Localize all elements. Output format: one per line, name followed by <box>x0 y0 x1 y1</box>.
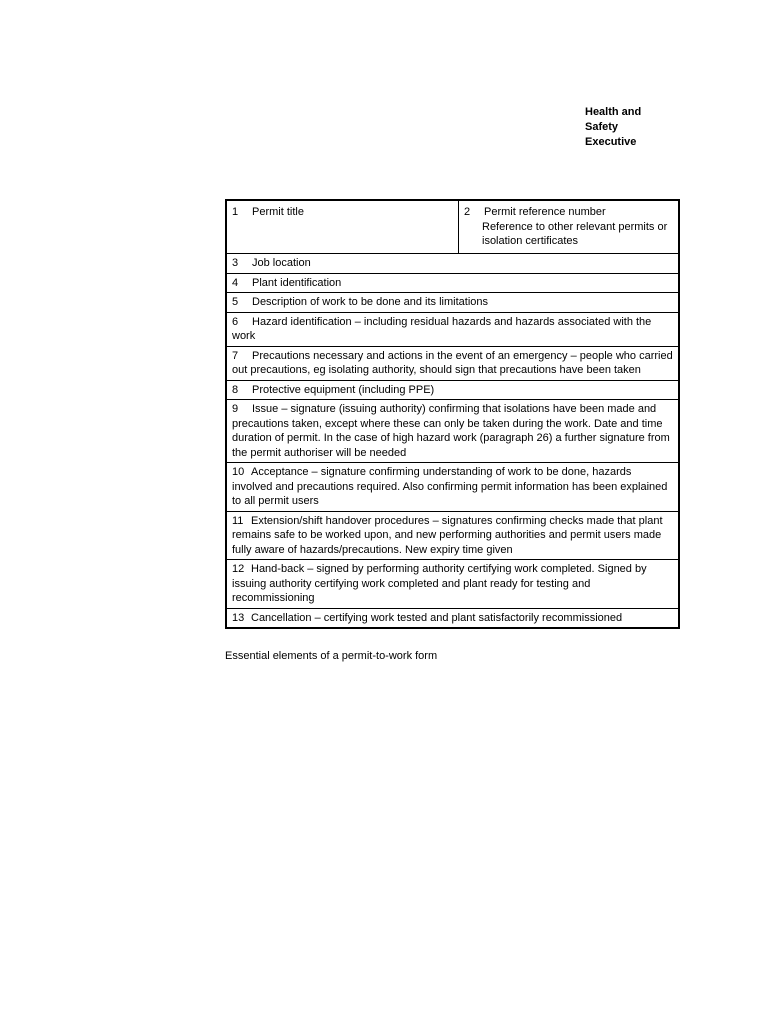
row-text: Acceptance – signature confirming understanding of work to be done, hazards involved and precautions required. Also confirming permit information has been explained to all permit users <box>232 466 668 507</box>
row-subtext: Reference to other relevant permits or <box>482 220 668 233</box>
row-text: Description of work to be done and its limitations <box>252 296 489 308</box>
table-row <box>226 312 679 346</box>
table-cell-permit-title <box>226 200 459 254</box>
row-text: Job location <box>252 257 311 269</box>
row-number: 7 <box>232 349 239 362</box>
table-cell <box>226 380 679 400</box>
table-row <box>226 511 679 560</box>
table-cell <box>226 608 679 628</box>
table-row <box>226 346 679 380</box>
logo-line-3: Executive <box>585 136 637 148</box>
row-number: 1 <box>232 206 239 218</box>
row-number: 8 <box>232 383 239 396</box>
table-cell <box>226 400 679 463</box>
table-cell <box>226 273 679 293</box>
table-cell <box>226 560 679 609</box>
table-row <box>226 400 679 463</box>
logo-line-2: Safety <box>585 121 619 133</box>
row-number: 9 <box>232 403 239 415</box>
row-number: 3 <box>232 257 239 269</box>
row-number: 12 <box>232 563 245 575</box>
row-number: 4 <box>232 276 239 289</box>
row-text: Permit title <box>252 206 304 218</box>
row-text: Hand-back – signed by performing authority certifying work completed. Signed by issuing authority certifying work completed and plant ready for testing and recommissioning <box>232 563 647 604</box>
figure-caption: Essential elements of a permit-to-work form <box>225 650 438 662</box>
row-text: Cancellation – certifying work tested and plant satisfactorily recommissioned <box>251 611 623 624</box>
table-cell <box>226 293 679 313</box>
table-cell <box>226 511 679 560</box>
table-cell-permit-reference <box>459 200 680 254</box>
table-row <box>226 254 679 274</box>
row-number: 2 <box>464 206 471 218</box>
row-text: Plant identification <box>252 276 342 289</box>
table-row <box>226 273 679 293</box>
table-cell <box>226 463 679 512</box>
table-row <box>226 293 679 313</box>
permit-elements-table <box>225 199 680 629</box>
table-row <box>226 200 679 254</box>
row-text: Extension/shift handover procedures – signatures confirming checks made that plant remains safe to be worked upon, and new performing authorities and permit users made fully aware of hazards/precautions. New expiry time given <box>232 514 663 556</box>
row-number: 11 <box>232 514 244 527</box>
hse-logo <box>585 105 641 150</box>
table-cell <box>226 346 679 380</box>
table-row <box>226 463 679 512</box>
table-cell <box>226 254 679 274</box>
row-number: 5 <box>232 296 239 308</box>
logo-line-1: Health and <box>585 106 642 118</box>
row-text: Protective equipment (including PPE) <box>252 383 435 396</box>
row-text: Permit reference number <box>484 206 606 218</box>
row-subtext: isolation certificates <box>482 235 578 247</box>
table-row <box>226 560 679 609</box>
table-row <box>226 608 679 628</box>
row-number: 10 <box>232 466 245 478</box>
row-text: Precautions necessary and actions in the event of an emergency – people who carried out precautions, eg isolating authority, should sign that precautions have been taken <box>232 349 673 376</box>
row-text: Issue – signature (issuing authority) confirming that isolations have been made and precautions taken, except where these can only be taken during the work. Date and time duration of permit. In the case of high hazard work (paragraph 26) a further signature from the permit authoriser will be needed <box>232 403 670 459</box>
table-row <box>226 380 679 400</box>
row-number: 6 <box>232 315 239 328</box>
table-cell <box>226 312 679 346</box>
row-number: 13 <box>232 611 245 624</box>
row-text: Hazard identification – including residual hazards and hazards associated with the work <box>232 315 652 342</box>
